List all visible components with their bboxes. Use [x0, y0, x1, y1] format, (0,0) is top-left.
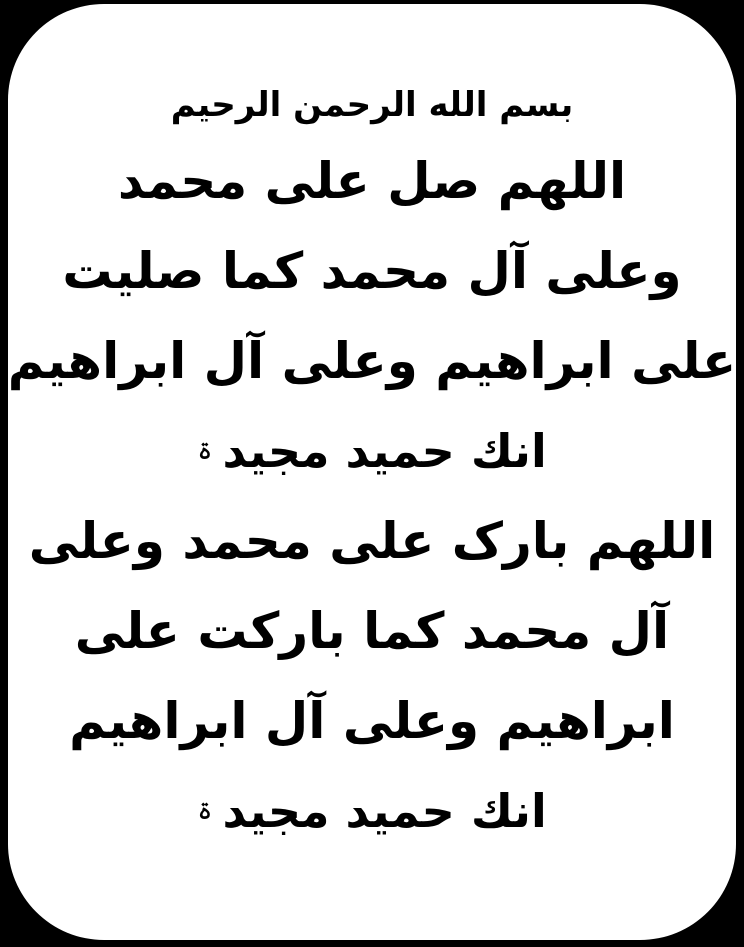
basmala-heading: بسم الله الرحمن الرحيم — [170, 85, 574, 125]
durood-line-6: آل محمد كما باركت على — [74, 602, 670, 660]
durood-line-2: وعلى آل محمد كما صليت — [62, 242, 682, 300]
durood-text-block — [8, 74, 736, 890]
verse-end-mark-icon: ۃ — [197, 436, 213, 466]
durood-line-3: على ابراهيم وعلى آل ابراهيم — [8, 332, 736, 390]
durood-line-8 — [197, 766, 546, 856]
durood-line-4-text: انك حميد مجيد — [222, 424, 547, 478]
durood-line-5: اللهم بارک على محمد وعلى — [28, 512, 716, 570]
white-card — [8, 4, 736, 940]
durood-line-1: اللهم صل على محمد — [117, 152, 627, 210]
durood-line-7: ابراهيم وعلى آل ابراهيم — [69, 692, 675, 750]
durood-line-8-text: انك حميد مجيد — [222, 784, 547, 838]
verse-end-mark-icon: ۃ — [197, 796, 213, 826]
durood-line-4 — [197, 406, 546, 496]
